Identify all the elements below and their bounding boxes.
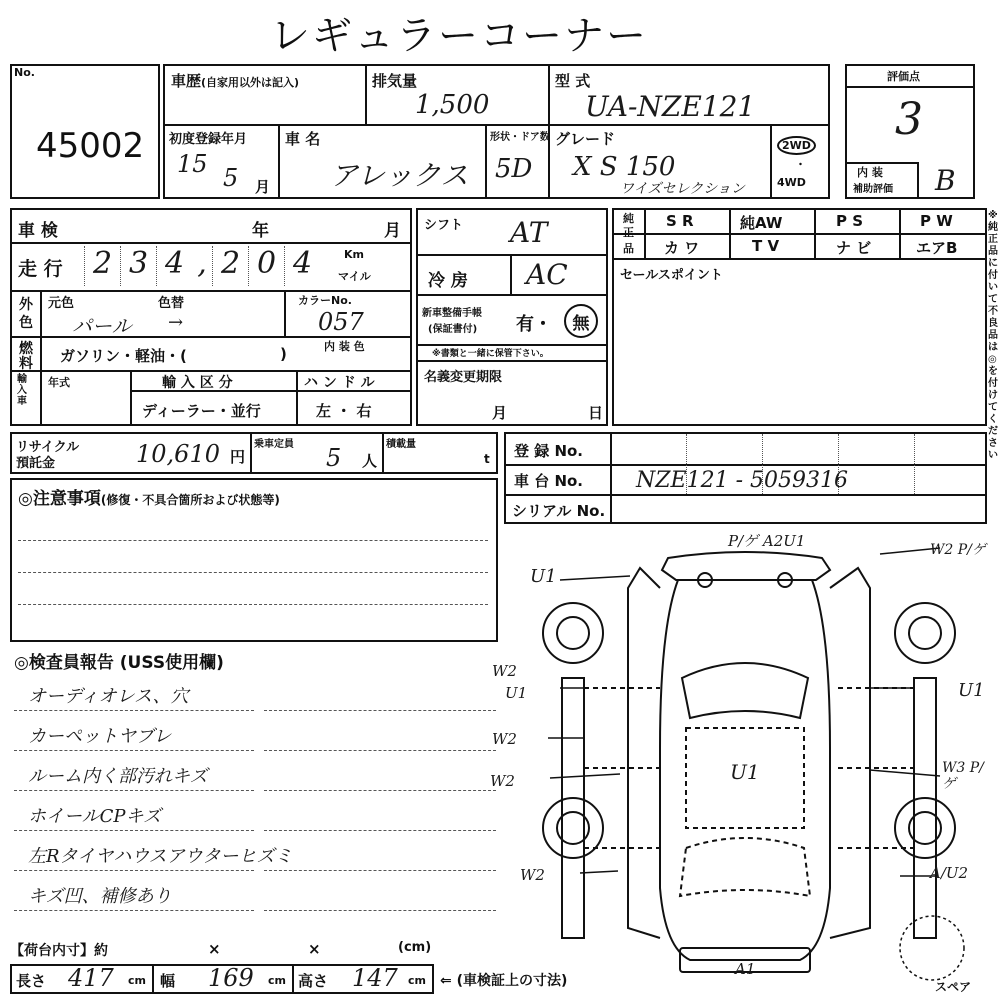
maintenance-label-1: 新車整備手帳 bbox=[422, 308, 482, 319]
wheel-front-right bbox=[895, 798, 955, 858]
chassis-value: NZE121 - 5059316 bbox=[636, 468, 848, 493]
color-arrow: → bbox=[168, 312, 184, 333]
import-year-label: 年式 bbox=[48, 376, 70, 389]
left-rocker bbox=[562, 678, 584, 938]
diagram-mark: U1 bbox=[505, 684, 528, 702]
fuel-side-1: 燃 bbox=[19, 341, 33, 357]
inspector-note: ルーム内く部汚れキズ bbox=[28, 766, 208, 787]
mileage-unit-km: Km bbox=[344, 248, 364, 261]
interior-label-1: 内 装 bbox=[857, 166, 883, 179]
caution-box bbox=[10, 478, 498, 642]
reg-no-label: 登 録 No. bbox=[514, 442, 584, 460]
name-change-month: 月 bbox=[492, 404, 508, 422]
mileage-unit-mile: マイル bbox=[338, 270, 371, 283]
inspector-report bbox=[10, 648, 498, 928]
change-color-label: 色替 bbox=[158, 296, 185, 311]
spare-tire-circle bbox=[900, 916, 964, 980]
genuine-sr: S R bbox=[666, 212, 694, 230]
mileage-digit: 0 bbox=[248, 246, 284, 286]
drive-dot: ・ bbox=[795, 158, 806, 171]
registration-block bbox=[504, 432, 987, 524]
first-reg-month-unit: 月 bbox=[255, 178, 271, 196]
mileage-label: 走 行 bbox=[18, 258, 63, 280]
first-reg-month: 5 bbox=[223, 164, 239, 192]
orig-color-label: 元色 bbox=[48, 296, 75, 311]
inspector-note: オーディオレス、穴 bbox=[28, 686, 189, 707]
shift-label: シフト bbox=[424, 218, 464, 233]
genuine-side-3: 品 bbox=[623, 242, 634, 255]
diagram-mark: U1 bbox=[530, 566, 557, 587]
grade-label: グレード bbox=[555, 130, 616, 148]
maintenance-note: ※書類と一緒に保管下さい。 bbox=[432, 349, 549, 359]
inspector-note: キズ凹、補修あり bbox=[28, 886, 172, 907]
capacity-label: 乗車定員 bbox=[254, 439, 294, 450]
height-label: 高さ bbox=[298, 972, 329, 990]
genuine-airbag: エアB bbox=[916, 239, 958, 257]
handle-value: 左 ・ 右 bbox=[316, 402, 372, 420]
import-kubun-label: 輸 入 区 分 bbox=[162, 375, 233, 391]
left-side-panel bbox=[628, 568, 660, 938]
lot-label: No. bbox=[14, 66, 35, 79]
genuine-side-1: 純 bbox=[623, 212, 634, 225]
genuine-parts-block bbox=[612, 208, 987, 426]
color-side-1: 外 bbox=[19, 297, 33, 313]
score-box bbox=[845, 64, 975, 199]
right-side-panel bbox=[830, 568, 870, 938]
hub-rear-right bbox=[909, 617, 941, 649]
grade-sub: ワイズセレクション bbox=[620, 181, 745, 197]
maintenance-label-2: (保証書付) bbox=[428, 324, 478, 335]
first-reg-year: 15 bbox=[177, 150, 208, 178]
recycle-label-2: 預託金 bbox=[16, 456, 56, 471]
ac-label: 冷 房 bbox=[428, 271, 468, 291]
body-doors-label: 形状・ドア数 bbox=[490, 132, 550, 143]
score-label: 評価点 bbox=[887, 70, 920, 83]
dimensions-row bbox=[10, 964, 434, 994]
windshield bbox=[680, 838, 810, 896]
recycle-block bbox=[10, 432, 498, 474]
wheel-rear-left bbox=[543, 603, 603, 663]
mileage-comma: , bbox=[197, 246, 207, 281]
chassis-label: 車 台 No. bbox=[514, 472, 584, 490]
height-value: 147 bbox=[352, 964, 398, 992]
spare-label: スペア bbox=[935, 980, 972, 994]
shift-value: AT bbox=[510, 216, 548, 249]
diagram-mark: A1 bbox=[735, 960, 756, 978]
inspection-block bbox=[10, 208, 412, 426]
length-label: 長さ bbox=[16, 972, 47, 990]
cargo-unit: (cm) bbox=[398, 940, 432, 955]
mileage-digit: 4 bbox=[284, 246, 320, 286]
import-side: 輸入車 bbox=[17, 374, 27, 407]
handle-label: ハ ン ド ル bbox=[304, 375, 375, 391]
cargo-x1: × bbox=[208, 940, 221, 958]
cargo-x2: × bbox=[308, 940, 321, 958]
inspector-label: ◎検査員報告 (USS使用欄) bbox=[14, 653, 224, 673]
recycle-value: 10,610 bbox=[136, 440, 220, 468]
diagram-mark: W2 bbox=[520, 866, 545, 884]
inspection-month: 月 bbox=[384, 221, 401, 241]
diagram-mark: W2 P/ゲ bbox=[930, 542, 986, 558]
rear-window bbox=[682, 663, 808, 718]
diagram-mark: W2 bbox=[490, 772, 515, 790]
length-unit: cm bbox=[128, 974, 146, 987]
color-code-value: 057 bbox=[318, 308, 364, 336]
wheel-front-left bbox=[543, 798, 603, 858]
fuel-side-2: 料 bbox=[19, 356, 33, 372]
inspection-label: 車 検 bbox=[18, 221, 58, 241]
diagram-mark: A/U2 bbox=[930, 864, 969, 882]
first-reg-label: 初度登録年月 bbox=[169, 132, 248, 147]
serial-label: シリアル No. bbox=[512, 502, 606, 520]
drive-2wd: 2WD bbox=[777, 136, 816, 155]
name-change-day: 日 bbox=[588, 404, 604, 422]
page-title: レギュラーコーナー bbox=[270, 13, 648, 59]
genuine-tv: T V bbox=[752, 237, 780, 255]
color-side-2: 色 bbox=[19, 315, 33, 331]
hub-rear-left bbox=[557, 617, 589, 649]
model-value: UA-NZE121 bbox=[585, 90, 756, 123]
genuine-aw: 純AW bbox=[740, 214, 783, 232]
genuine-navi: ナ ビ bbox=[836, 239, 872, 257]
diagram-mark: U1 bbox=[730, 760, 760, 784]
capacity-unit: 人 bbox=[362, 452, 378, 470]
grade-value: X S 150 bbox=[573, 152, 676, 182]
recycle-label-1: リサイクル bbox=[16, 440, 80, 455]
body-doors-value: 5D bbox=[495, 154, 533, 184]
maintenance-options: 有・ bbox=[516, 314, 552, 335]
mileage-digit: 4 bbox=[156, 246, 192, 286]
cargo-label: 【荷台内寸】約 bbox=[10, 943, 108, 959]
genuine-pw: P W bbox=[920, 212, 953, 230]
maintenance-selected: 無 bbox=[564, 304, 598, 338]
color-value: パール bbox=[72, 314, 132, 338]
lot-number-box bbox=[10, 64, 160, 199]
displacement-value: 1,500 bbox=[415, 90, 490, 120]
rear-spoiler bbox=[662, 552, 830, 580]
diagram-mark: W2 bbox=[492, 730, 517, 748]
diagram-mark: P/ゲ A2U1 bbox=[728, 532, 806, 550]
drive-4wd: 4WD bbox=[777, 176, 806, 189]
wheel-rear-right bbox=[895, 603, 955, 663]
displacement-label: 排気量 bbox=[372, 72, 418, 90]
genuine-side-2: 正 bbox=[623, 226, 634, 239]
inspector-note: ホイールCPキズ bbox=[28, 806, 162, 827]
diagram-mark: U1 bbox=[958, 680, 985, 701]
caution-label: ◎注意事項(修復・不具合箇所および状態等) bbox=[18, 489, 280, 509]
inspector-note: 左Rタイヤハウスアウターヒズミ bbox=[28, 846, 293, 867]
genuine-leather: カ ワ bbox=[664, 239, 700, 257]
interior-label-2: 補助評価 bbox=[853, 184, 893, 195]
import-kubun-value: ディーラー・並行 bbox=[142, 402, 261, 420]
fuel-close: ) bbox=[280, 345, 287, 363]
interior-score-value: B bbox=[935, 164, 956, 197]
recycle-unit: 円 bbox=[230, 448, 246, 466]
right-rocker bbox=[914, 678, 936, 938]
load-unit: t bbox=[484, 452, 490, 466]
load-label: 積載量 bbox=[386, 439, 416, 450]
name-change-label: 名義変更期限 bbox=[424, 370, 503, 385]
width-label: 幅 bbox=[160, 972, 176, 990]
capacity-value: 5 bbox=[326, 444, 342, 472]
mileage-digit: 3 bbox=[120, 246, 156, 286]
diagram-mark: W2 bbox=[492, 662, 517, 680]
height-unit: cm bbox=[408, 974, 426, 987]
vehicle-info-block bbox=[163, 64, 830, 199]
model-label: 型 式 bbox=[555, 72, 591, 90]
width-unit: cm bbox=[268, 974, 286, 987]
car-name-label: 車 名 bbox=[285, 130, 321, 148]
mileage-digits bbox=[84, 246, 334, 286]
mileage-digit: 2 bbox=[84, 246, 120, 286]
fuel-value: ガソリン・軽油・( bbox=[60, 347, 187, 365]
mileage-digit: 2 bbox=[212, 246, 248, 286]
score-value: 3 bbox=[895, 94, 923, 145]
ac-value: AC bbox=[526, 258, 568, 291]
inspection-year: 年 bbox=[252, 221, 269, 241]
color-code-label: カラーNo. bbox=[298, 294, 352, 307]
inspector-note: カーペットヤブレ bbox=[28, 726, 172, 747]
lot-number: 45002 bbox=[36, 126, 145, 166]
interior-color-label: 内 装 色 bbox=[324, 340, 365, 353]
width-value: 169 bbox=[208, 964, 254, 992]
history-label: 車歴(自家用以外は記入) bbox=[171, 72, 300, 90]
diagram-mark: W3 P/ゲ bbox=[942, 760, 984, 792]
car-name-value: アレックス bbox=[330, 159, 469, 192]
sales-point-label: セールスポイント bbox=[620, 268, 723, 283]
side-note: ※純正品に付いて不良品は◎を付けてください bbox=[988, 210, 998, 461]
dimensions-note: ⇐ (車検証上の寸法) bbox=[440, 973, 568, 989]
genuine-ps: P S bbox=[836, 212, 864, 230]
shift-block bbox=[416, 208, 608, 426]
length-value: 417 bbox=[68, 964, 114, 992]
